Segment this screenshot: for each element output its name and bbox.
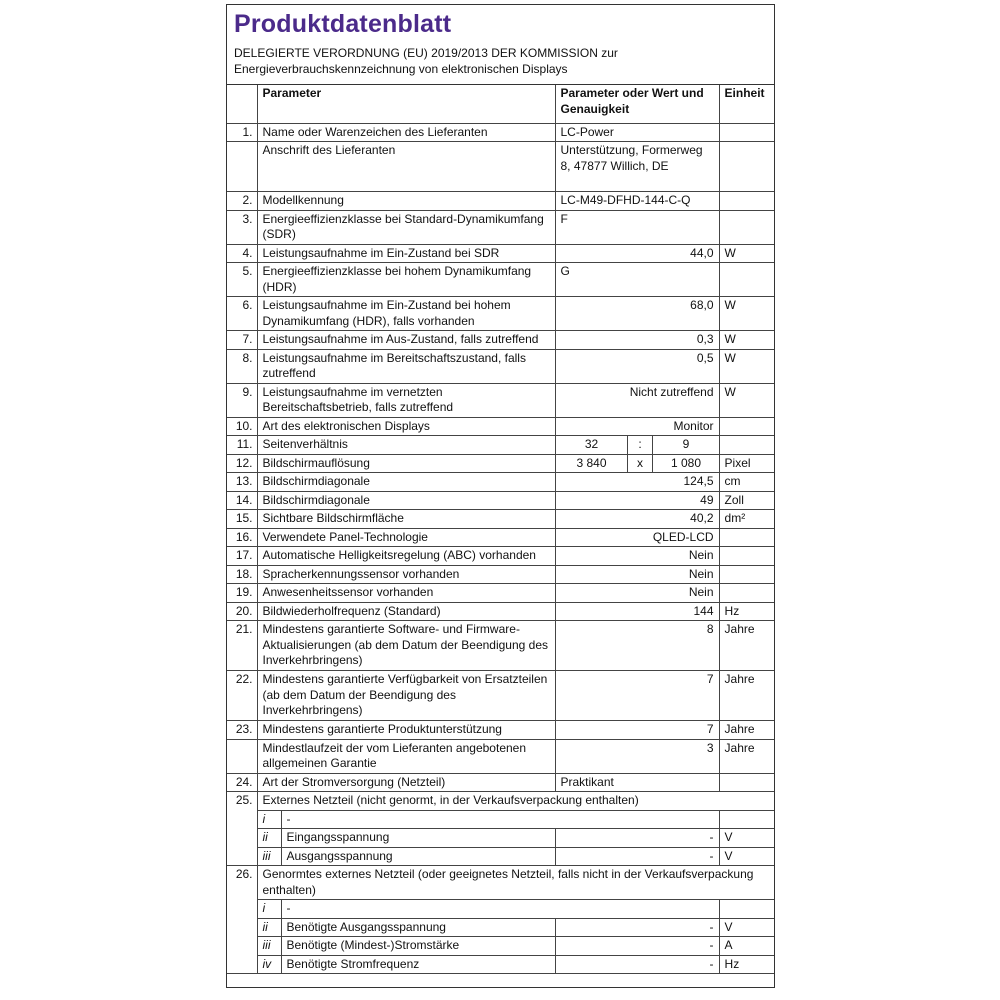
row-unit: [719, 547, 774, 566]
row-number: 25.: [227, 792, 257, 866]
sub-parameter: Benötigte Stromfrequenz: [281, 955, 555, 974]
row-parameter: Bildschirmdiagonale: [257, 491, 555, 510]
table-sub-row: [227, 955, 774, 974]
row-unit: [719, 773, 774, 792]
row-parameter: Mindestlaufzeit der vom Lieferanten angebotenen allgemeinen Garantie: [257, 739, 555, 773]
row-unit: [719, 123, 774, 142]
header-value: Parameter oder Wert und Genauigkeit: [555, 85, 719, 123]
row-number: 23.: [227, 721, 257, 740]
row-parameter: Leistungsaufnahme im Ein-Zustand bei SDR: [257, 244, 555, 263]
row-parameter: Mindestens garantierte Produktunterstützung: [257, 721, 555, 740]
row-value: QLED-LCD: [555, 528, 719, 547]
table-row: [227, 671, 774, 721]
row-parameter: Spracherkennungssensor vorhanden: [257, 565, 555, 584]
row-parameter: Mindestens garantierte Verfügbarkeit von Ersatzteilen (ab dem Datum der Beendigung des Inverkehrbringens): [257, 671, 555, 721]
table-row: [227, 349, 774, 383]
table-row: [227, 528, 774, 547]
row-parameter: Mindestens garantierte Software- und Firmware-Aktualisierungen (ab dem Datum der Beendigung des Inverkehrbringens): [257, 621, 555, 671]
row-parameter: Art des elektronischen Displays: [257, 417, 555, 436]
row-number: 24.: [227, 773, 257, 792]
sub-value: -: [555, 918, 719, 937]
sub-unit: V: [719, 918, 774, 937]
row-parameter: Bildschirmdiagonale: [257, 473, 555, 492]
sub-unit: A: [719, 937, 774, 956]
table-sub-row: [227, 810, 774, 829]
sub-parameter: Benötigte Ausgangsspannung: [281, 918, 555, 937]
sub-parameter: Ausgangsspannung: [281, 847, 555, 866]
row-unit: Jahre: [719, 621, 774, 671]
table-row: [227, 123, 774, 142]
row-value: 3: [555, 739, 719, 773]
row-value: Nein: [555, 547, 719, 566]
row-value: Nein: [555, 584, 719, 603]
row-unit: [719, 417, 774, 436]
row-number: 18.: [227, 565, 257, 584]
table-row: [227, 721, 774, 740]
row-parameter: Energieeffizienzklasse bei Standard-Dynamikumfang (SDR): [257, 210, 555, 244]
row-unit: cm: [719, 473, 774, 492]
resolution-height: 1 080: [652, 454, 719, 473]
row-value: 8: [555, 621, 719, 671]
row-unit: [719, 528, 774, 547]
row-number: 2.: [227, 192, 257, 211]
sub-parameter: -: [281, 810, 719, 829]
table-row: [227, 510, 774, 529]
row-parameter: Leistungsaufnahme im vernetzten Bereitschaftsbetrieb, falls zutreffend: [257, 383, 555, 417]
sub-parameter: -: [281, 900, 719, 919]
row-parameter: Anschrift des Lieferanten: [257, 142, 555, 192]
sub-unit: Hz: [719, 955, 774, 974]
table-row: [227, 792, 774, 811]
sub-unit: V: [719, 847, 774, 866]
row-number: 8.: [227, 349, 257, 383]
row-number: 7.: [227, 331, 257, 350]
table-sub-row: [227, 847, 774, 866]
parameter-table: [227, 85, 774, 974]
sub-unit: V: [719, 829, 774, 848]
table-sub-row: [227, 900, 774, 919]
table-sub-row: [227, 829, 774, 848]
row-value: 0,3: [555, 331, 719, 350]
row-number: 12.: [227, 454, 257, 473]
row-number: 4.: [227, 244, 257, 263]
header-num-cell: [227, 85, 257, 123]
row-unit: [719, 584, 774, 603]
row-unit: W: [719, 349, 774, 383]
row-value: 68,0: [555, 297, 719, 331]
row-unit: W: [719, 383, 774, 417]
resolution-width: 3 840: [555, 454, 627, 473]
sheet-header: [227, 5, 774, 85]
row-number: 9.: [227, 383, 257, 417]
row-value: Monitor: [555, 417, 719, 436]
ratio-separator: :: [627, 436, 652, 455]
row-number: 1.: [227, 123, 257, 142]
table-row: [227, 454, 774, 473]
row-unit: [719, 436, 774, 455]
row-parameter: Sichtbare Bildschirmfläche: [257, 510, 555, 529]
table-header-row: [227, 85, 774, 123]
row-unit: W: [719, 297, 774, 331]
row-number: 14.: [227, 491, 257, 510]
page-title: Produktdatenblatt: [234, 10, 452, 38]
row-number: 3.: [227, 210, 257, 244]
sub-unit: [719, 810, 774, 829]
row-parameter: Bildwiederholfrequenz (Standard): [257, 602, 555, 621]
header-parameter: Parameter: [257, 85, 555, 123]
sub-index: ii: [257, 829, 281, 848]
table-row: [227, 192, 774, 211]
row-unit: [719, 192, 774, 211]
table-row: [227, 331, 774, 350]
sub-unit: [719, 900, 774, 919]
row-value: LC-Power: [555, 123, 719, 142]
row-value: 144: [555, 602, 719, 621]
row-number: 15.: [227, 510, 257, 529]
row-unit: [719, 565, 774, 584]
table-row: [227, 436, 774, 455]
row-number: [227, 142, 257, 192]
row-parameter: Energieeffizienzklasse bei hohem Dynamikumfang (HDR): [257, 263, 555, 297]
sub-index: iv: [257, 955, 281, 974]
row-number: 13.: [227, 473, 257, 492]
table-row: [227, 383, 774, 417]
header-unit: Einheit: [719, 85, 774, 123]
sub-parameter: Benötigte (Mindest-)Stromstärke: [281, 937, 555, 956]
table-row: [227, 417, 774, 436]
row-value: 44,0: [555, 244, 719, 263]
table-row: [227, 142, 774, 192]
table-row: [227, 739, 774, 773]
sub-index: i: [257, 900, 281, 919]
row-number: 26.: [227, 866, 257, 974]
table-row: [227, 210, 774, 244]
row-value: 7: [555, 721, 719, 740]
table-row: [227, 297, 774, 331]
table-row: [227, 473, 774, 492]
sub-index: i: [257, 810, 281, 829]
row-number: 6.: [227, 297, 257, 331]
row-unit: Jahre: [719, 671, 774, 721]
table-row: [227, 602, 774, 621]
row-unit: Hz: [719, 602, 774, 621]
table-row: [227, 773, 774, 792]
table-row: [227, 491, 774, 510]
sub-index: iii: [257, 937, 281, 956]
row-parameter: Automatische Helligkeitsregelung (ABC) vorhanden: [257, 547, 555, 566]
row-value: 124,5: [555, 473, 719, 492]
row-number: [227, 739, 257, 773]
sub-value: -: [555, 829, 719, 848]
row-number: 19.: [227, 584, 257, 603]
resolution-separator: x: [627, 454, 652, 473]
row-unit: [719, 263, 774, 297]
sub-index: ii: [257, 918, 281, 937]
sub-value: -: [555, 847, 719, 866]
ratio-width: 32: [555, 436, 627, 455]
row-unit: Zoll: [719, 491, 774, 510]
row-value: 49: [555, 491, 719, 510]
row-parameter: Name oder Warenzeichen des Lieferanten: [257, 123, 555, 142]
table-row: [227, 584, 774, 603]
row-value: G: [555, 263, 719, 297]
row-unit: [719, 142, 774, 192]
table-sub-row: [227, 918, 774, 937]
row-number: 16.: [227, 528, 257, 547]
row-value: F: [555, 210, 719, 244]
row-value: Nein: [555, 565, 719, 584]
sub-value: -: [555, 937, 719, 956]
table-row: [227, 866, 774, 900]
table-row: [227, 547, 774, 566]
row-unit: W: [719, 331, 774, 350]
row-parameter: Leistungsaufnahme im Ein-Zustand bei hohem Dynamikumfang (HDR), falls vorhanden: [257, 297, 555, 331]
row-parameter: Verwendete Panel-Technologie: [257, 528, 555, 547]
sub-value: -: [555, 955, 719, 974]
row-parameter: Genormtes externes Netzteil (oder geeignetes Netzteil, falls nicht in der Verkaufsverpackung enthalten): [257, 866, 774, 900]
table-row: [227, 621, 774, 671]
row-value: Unterstützung, Formerweg 8, 47877 Willich, DE: [555, 142, 719, 192]
row-unit: Jahre: [719, 721, 774, 740]
ratio-height: 9: [652, 436, 719, 455]
row-number: 17.: [227, 547, 257, 566]
row-parameter: Anwesenheitssensor vorhanden: [257, 584, 555, 603]
row-parameter: Bildschirmauflösung: [257, 454, 555, 473]
row-parameter: Modellkennung: [257, 192, 555, 211]
table-sub-row: [227, 937, 774, 956]
row-parameter: Externes Netzteil (nicht genormt, in der Verkaufsverpackung enthalten): [257, 792, 774, 811]
row-number: 10.: [227, 417, 257, 436]
sub-parameter: Eingangsspannung: [281, 829, 555, 848]
regulation-line-2: Energieverbrauchskennzeichnung von elektronischen Displays: [234, 62, 568, 76]
sub-index: iii: [257, 847, 281, 866]
row-value: 40,2: [555, 510, 719, 529]
row-unit: Pixel: [719, 454, 774, 473]
table-row: [227, 263, 774, 297]
regulation-line-1: DELEGIERTE VERORDNUNG (EU) 2019/2013 DER KOMMISSION zur: [234, 46, 618, 60]
row-number: 20.: [227, 602, 257, 621]
row-number: 21.: [227, 621, 257, 671]
product-data-sheet: [226, 4, 775, 988]
row-number: 5.: [227, 263, 257, 297]
row-value: Nicht zutreffend: [555, 383, 719, 417]
table-row: [227, 244, 774, 263]
row-unit: W: [719, 244, 774, 263]
table-row: [227, 565, 774, 584]
row-parameter: Leistungsaufnahme im Bereitschaftszustand, falls zutreffend: [257, 349, 555, 383]
row-unit: Jahre: [719, 739, 774, 773]
row-number: 22.: [227, 671, 257, 721]
row-value: 7: [555, 671, 719, 721]
row-number: 11.: [227, 436, 257, 455]
row-parameter: Art der Stromversorgung (Netzteil): [257, 773, 555, 792]
row-value: LC-M49-DFHD-144-C-Q: [555, 192, 719, 211]
row-unit: dm²: [719, 510, 774, 529]
row-parameter: Seitenverhältnis: [257, 436, 555, 455]
row-value: 0,5: [555, 349, 719, 383]
row-value: Praktikant: [555, 773, 719, 792]
row-unit: [719, 210, 774, 244]
row-parameter: Leistungsaufnahme im Aus-Zustand, falls zutreffend: [257, 331, 555, 350]
